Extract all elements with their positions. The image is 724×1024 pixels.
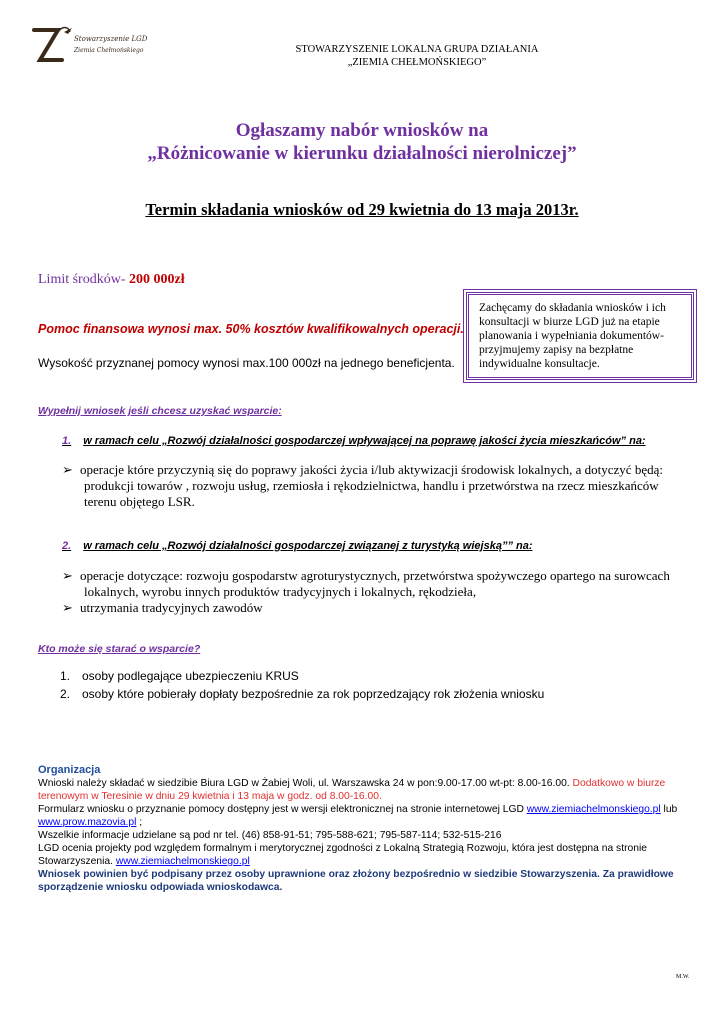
organization-paragraph-2	[38, 803, 688, 829]
organization-paragraph-4	[38, 842, 688, 868]
org-p4-text: LGD ocenia projekty pod względem formalnym i merytorycznej zgodności z Lokalną Strategią Rozwoju, która jest dostępna na stronie Stowarzyszenia.	[38, 843, 647, 867]
org-p1-highlight: Dodatkowo w biurze terenowym w Teresinie w dniu 29 kwietnia i 13 maja w godz. od 8.00-16.00.	[38, 778, 666, 802]
author-initials: M.W.	[676, 974, 690, 980]
eligibility-item-1-text: osoby podlegające ubezpieczeniu KRUS	[82, 669, 299, 683]
title-line-2: „Różnicowanie w kierunku działalności nierolniczej”	[147, 143, 577, 164]
funds-limit	[38, 272, 185, 288]
goal-1-bullet-1-line-2: produkcji towarów , rozwoju usług, rzemiosła i rękodzielnictwa, handlu i przetwórstwa na rzecz mieszkańców	[84, 478, 659, 493]
goal-1-bullet-1-line-1: operacje które przyczynią się do poprawy jakości życia i/lub aktywizacji środowisk lokalnych, a dotyczyć będą:	[80, 462, 663, 477]
organization-section	[38, 764, 688, 894]
goal-1-text: w ramach celu „Rozwój działalności gospodarczej wpływającej na poprawę jakości życia mieszkańców” na:	[83, 435, 646, 447]
prow-website-link[interactable]: www.prow.mazovia.pl	[38, 817, 137, 828]
eligibility-item-2-text: osoby które pobierały dopłaty bezpośrednie za rok poprzedzający rok złożenia wniosku	[82, 687, 545, 701]
goal-1-number: 1.	[62, 435, 72, 447]
goal-2-heading	[62, 540, 533, 552]
funds-limit-label: Limit środków-	[38, 272, 129, 287]
goal-2-text: w ramach celu „Rozwój działalności gospodarczej związanej z turystyką wiejską”” na:	[83, 540, 533, 552]
organization-paragraph-1	[38, 777, 688, 803]
who-can-apply-heading: Kto może się starać o wsparcie?	[38, 643, 201, 655]
aid-share-text: Pomoc finansowa wynosi max. 50% kosztów kwalifikowalnych operacji.	[38, 322, 464, 336]
organization-paragraph-3: Wszelkie informacje udzielane są pod nr tel. (46) 858-91-51; 795-588-621; 795-587-114; 532-515-216	[38, 830, 502, 841]
goal-2-bullet-1-line-1: operacje dotyczące: rozwoju gospodarstw agroturystycznych, przetwórstwa spożywczego opartego na surowcach	[80, 568, 670, 583]
org-p2-end: ;	[136, 817, 143, 828]
eligibility-item-1	[60, 669, 299, 683]
logo-text-2: Ziemia Chełmońskiego	[74, 47, 144, 54]
eligibility-item-2-number: 2.	[60, 687, 71, 701]
org-name-line-1: STOWARZYSZENIE LOKALNA GRUPA DZIAŁANIA	[295, 44, 539, 55]
org-p1-text: Wnioski należy składać w siedzibie Biura LGD w Żabiej Woli, ul. Warszawska 24 w pon:9.00-17.00 wt-pt: 8.00-16.00.	[38, 778, 573, 789]
consultation-info-box: Zachęcamy do składania wniosków i ich konsultacji w biurze LGD już na etapie planowania i wypełniania dokumentów-przyjmujemy zapisy na bezpłatne indywidualne konsultacje.	[466, 292, 694, 380]
lgd-website-link[interactable]: www.ziemiachelmonskiego.pl	[526, 804, 661, 815]
org-p2-text: Formularz wniosku o przyznanie pomocy dostępny jest w wersji elektronicznej na stronie internetowej LGD	[38, 804, 527, 815]
org-name-line-2: „ZIEMIA CHEŁMOŃSKIEGO”	[347, 57, 487, 68]
arrow-bullet-icon: ➢	[62, 600, 73, 615]
goal-1-bullet-1	[62, 462, 663, 510]
arrow-bullet-icon: ➢	[62, 462, 73, 477]
title-line-1: Ogłaszamy nabór wniosków na	[235, 120, 489, 141]
goal-2-number: 2.	[62, 540, 72, 552]
arrow-bullet-icon: ➢	[62, 568, 73, 583]
max-aid-text: Wysokość przyznanej pomocy wynosi max.100 000zł na jednego beneficjenta.	[38, 356, 455, 370]
goal-2-bullet-1	[62, 568, 670, 600]
strategy-website-link[interactable]: www.ziemiachelmonskiego.pl	[115, 856, 250, 867]
goal-1-bullet-1-line-3: terenu objętego LSR.	[84, 494, 195, 509]
org-p2-or: lub	[660, 804, 678, 815]
goal-2-bullet-1-line-2: lokalnych, wyrobu innych produktów tradycyjnych i lokalnych, rękodzieła,	[84, 584, 477, 599]
eligibility-item-2	[60, 687, 544, 701]
deadline: Termin składania wniosków od 29 kwietnia do 13 maja 2013r.	[145, 200, 579, 219]
fill-in-heading: Wypełnij wniosek jeśli chcesz uzyskać wsparcie:	[38, 405, 282, 417]
funds-limit-value: 200 000zł	[129, 272, 185, 287]
organization-paragraph-5: Wniosek powinien być podpisany przez osoby uprawnione oraz złożony bezpośrednio w siedzibie Stowarzyszenia. Za prawidłowe sporządzenie wniosku odpowiada wnioskodawca.	[38, 869, 674, 893]
goal-1-heading	[62, 435, 646, 447]
goal-2-bullet-2-line-1: utrzymania tradycyjnych zawodów	[80, 600, 263, 615]
organization-heading: Organizacja	[38, 764, 101, 776]
eligibility-item-1-number: 1.	[60, 669, 71, 683]
logo-text-1: Stowarzyszenie LGD	[74, 35, 148, 43]
goal-2-bullet-2	[62, 600, 263, 616]
